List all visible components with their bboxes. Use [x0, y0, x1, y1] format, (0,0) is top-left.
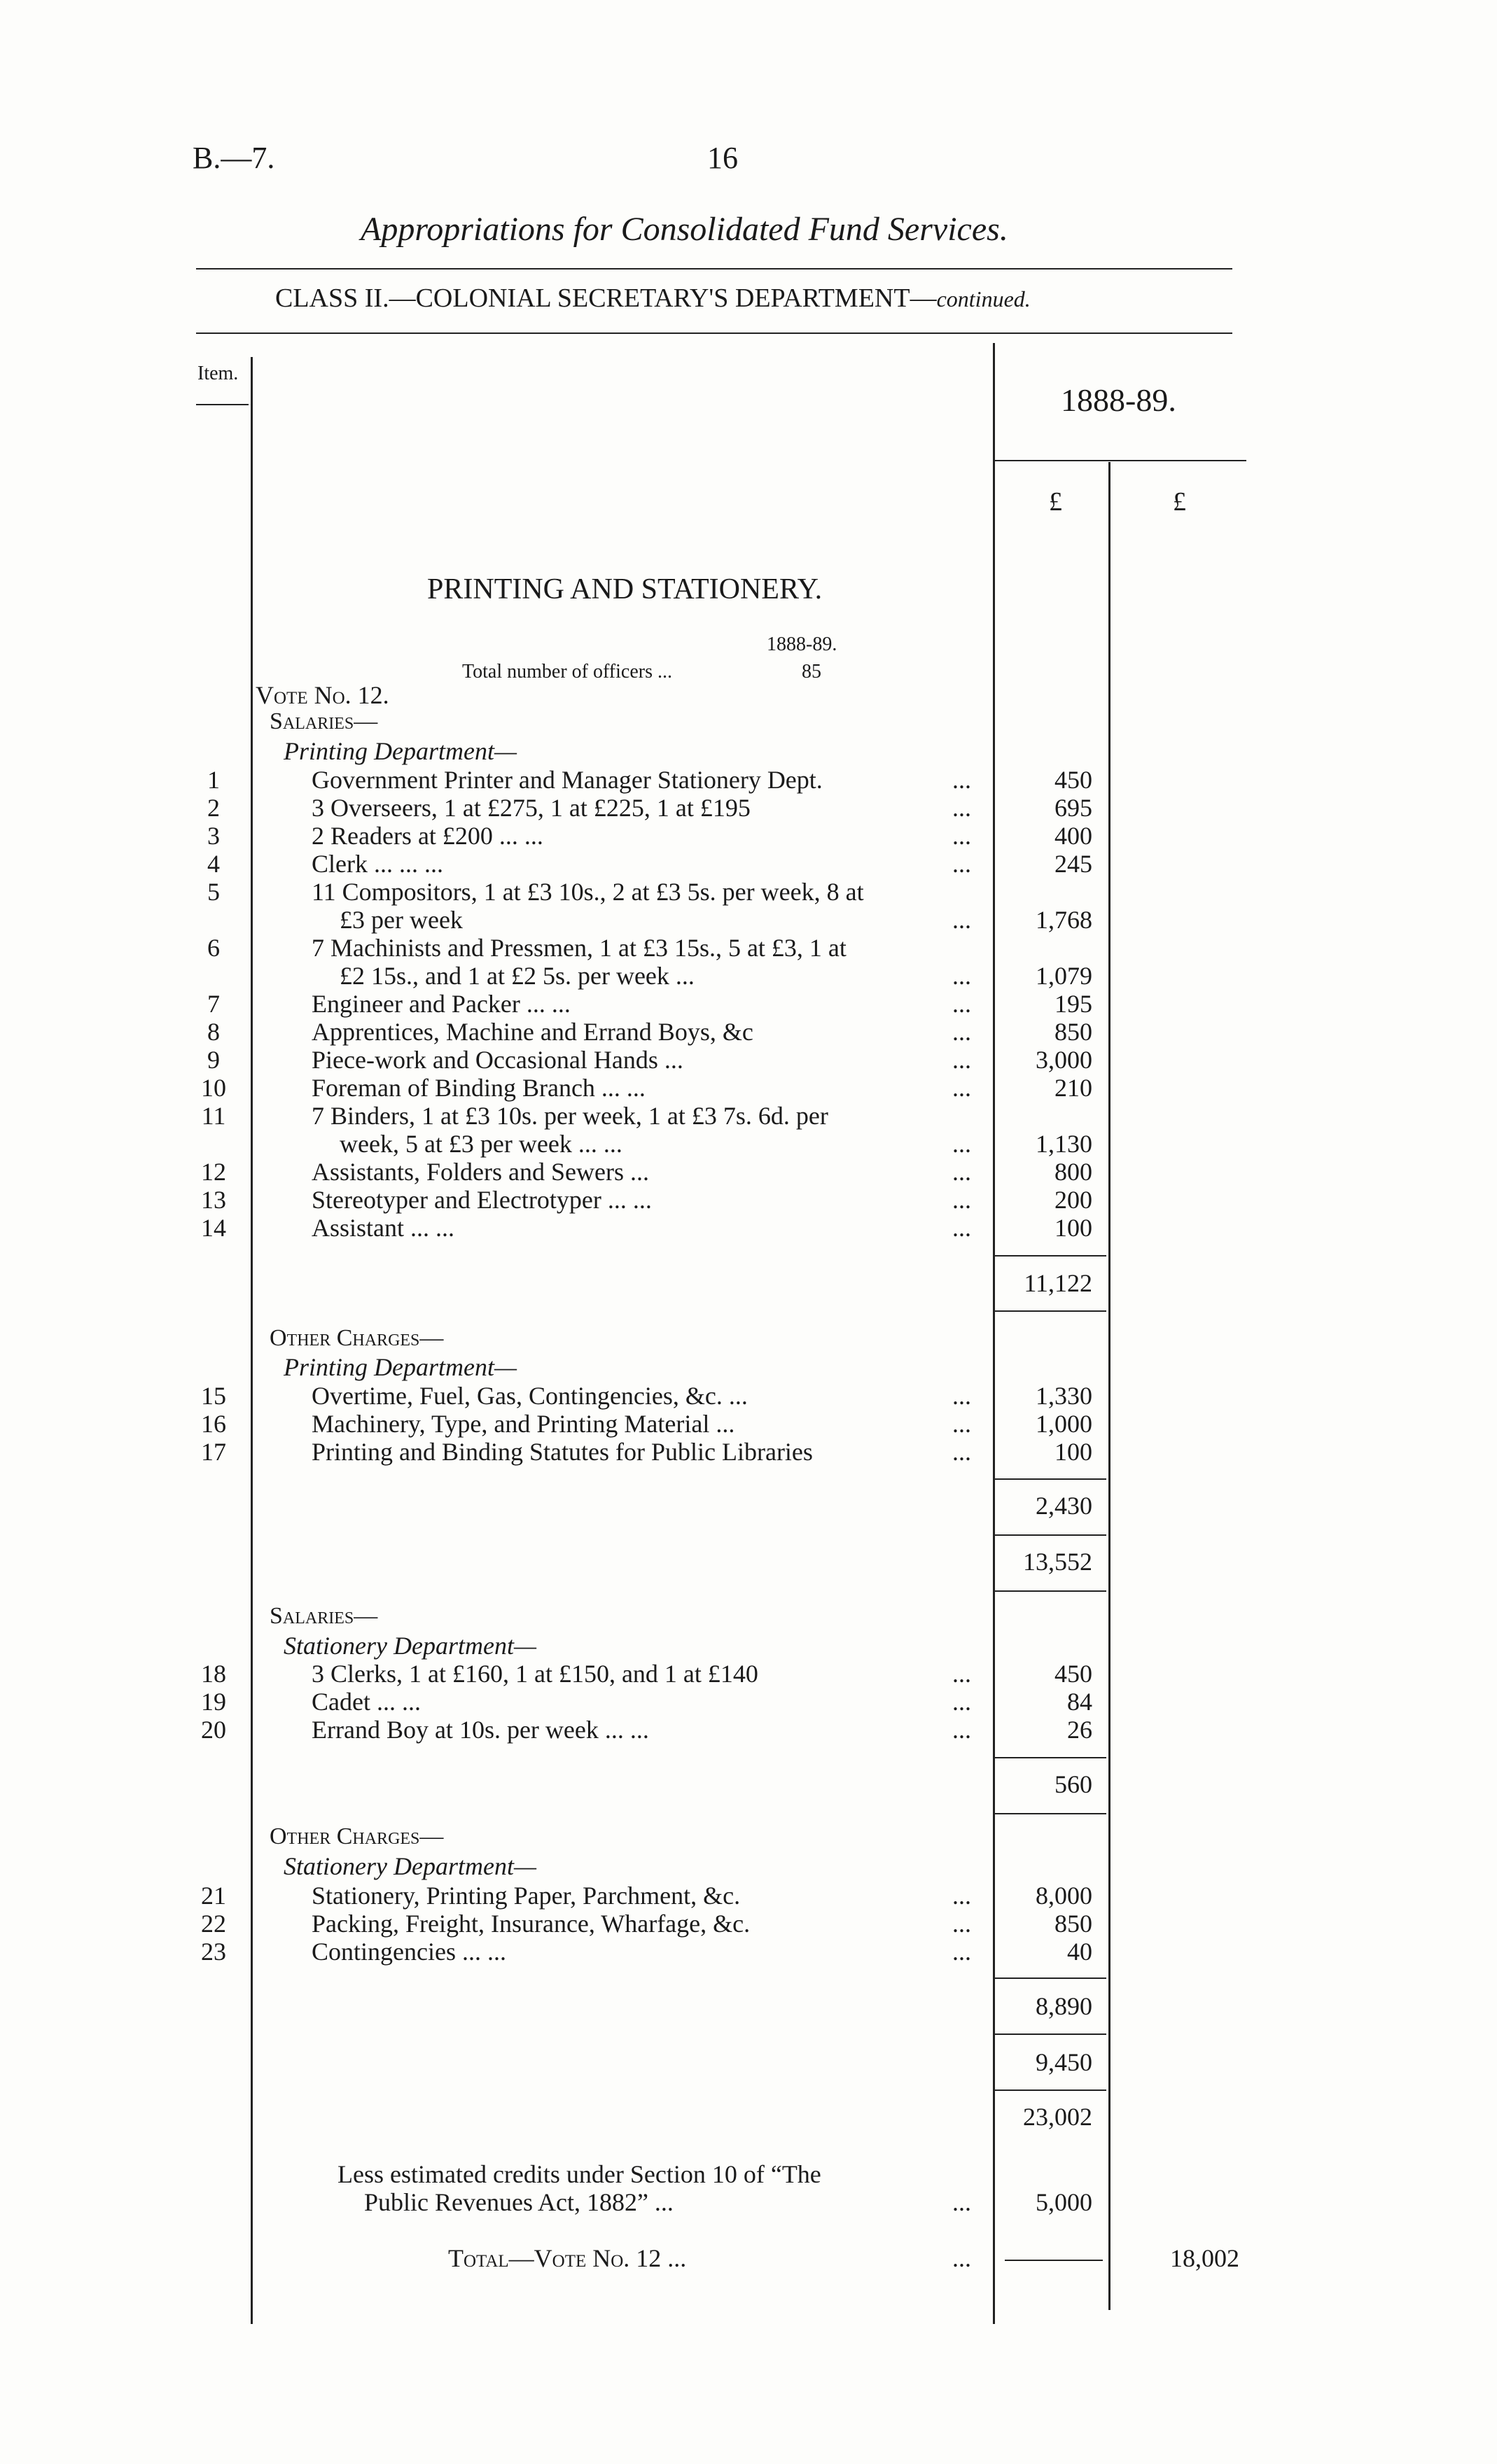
subtotal-rule: [994, 1255, 1106, 1256]
leader-dots: ...: [952, 1910, 971, 1938]
item-amount: 26: [1067, 1716, 1092, 1744]
officers-year: 1888-89.: [767, 634, 837, 655]
item-number: 12: [201, 1158, 226, 1186]
item-amount: 800: [1054, 1158, 1092, 1186]
page-ref: B.—7.: [193, 141, 275, 175]
item-description: Packing, Freight, Insurance, Wharfage, &c.: [312, 1910, 751, 1938]
item-number: 18: [201, 1660, 226, 1688]
item-amount: 40: [1067, 1938, 1092, 1966]
item-description: Stereotyper and Electrotyper ... ...: [312, 1186, 652, 1214]
item-amount: 8,000: [1036, 1882, 1092, 1910]
year-header-rule: [994, 460, 1246, 461]
vote-number: Vote No. 12.: [256, 681, 389, 709]
item-description: Clerk ... ... ...: [312, 850, 443, 878]
item-description: Machinery, Type, and Printing Material ...: [312, 1410, 735, 1438]
pound-sign-1: £: [1049, 487, 1062, 517]
item-number: 11: [201, 1102, 226, 1130]
officers-label: Total number of officers ...: [462, 661, 672, 682]
printing-department-subheading: Printing Department—: [284, 1353, 517, 1381]
salaries-stationery-heading: Salaries—: [270, 1603, 378, 1629]
page-title: Appropriations for Consolidated Fund Services.: [361, 211, 1008, 248]
total-column-divider: [1108, 462, 1110, 2310]
item-amount: 1,768: [1036, 906, 1092, 934]
item-number: 21: [201, 1882, 226, 1910]
subtotal-rule-below: [994, 1310, 1106, 1312]
total-rule-below: [994, 2090, 1106, 2091]
item-description: Cadet ... ...: [312, 1688, 421, 1716]
subtotal-rule-below: [994, 2033, 1106, 2035]
other-charges-stationery-heading: Other Charges—: [270, 1823, 444, 1849]
section-title: PRINTING AND STATIONERY.: [427, 573, 823, 606]
subtotal-rule: [994, 1478, 1106, 1480]
leader-dots: ...: [952, 850, 971, 878]
year-column-header: 1888-89.: [1061, 382, 1176, 418]
item-description: 11 Compositors, 1 at £3 10s., 2 at £3 5s. per week, 8 at: [312, 878, 864, 906]
item-number: 10: [201, 1074, 226, 1102]
leader-dots: ...: [952, 1882, 971, 1910]
class-heading: [275, 283, 1031, 314]
leader-dots: ...: [952, 1660, 971, 1688]
item-description: 7 Machinists and Pressmen, 1 at £3 15s., 5 at £3, 1 at: [312, 934, 847, 962]
leader-dots: ...: [952, 990, 971, 1018]
leader-dots: ...: [952, 906, 971, 934]
printing-department-subheading: Printing Department—: [284, 737, 517, 765]
item-description-cont: £2 15s., and 1 at £2 5s. per week ...: [340, 962, 695, 990]
item-amount: 850: [1054, 1018, 1092, 1046]
item-description: Government Printer and Manager Stationery Dept.: [312, 766, 823, 794]
item-description: Assistant ... ...: [312, 1214, 455, 1242]
item-amount: 100: [1054, 1214, 1092, 1242]
item-description: Engineer and Packer ... ...: [312, 990, 571, 1018]
leader-dots: ...: [952, 1410, 971, 1438]
rule-top: [196, 268, 1232, 270]
item-amount: 195: [1054, 990, 1092, 1018]
item-amount: 400: [1054, 822, 1092, 850]
item-number: 9: [207, 1046, 220, 1074]
salaries-printing-subtotal: 11,122: [1024, 1269, 1092, 1297]
item-amount: 1,000: [1036, 1410, 1092, 1438]
subtotal-rule-below: [994, 1813, 1106, 1814]
subtotal-rule: [994, 1977, 1106, 1979]
item-description: 7 Binders, 1 at £3 10s. per week, 1 at £3 7s. 6d. per: [312, 1102, 828, 1130]
item-description: Printing and Binding Statutes for Public Libraries: [312, 1438, 813, 1466]
item-description-cont: week, 5 at £3 per week ... ...: [340, 1130, 622, 1158]
item-amount: 84: [1067, 1688, 1092, 1716]
item-amount: 245: [1054, 850, 1092, 878]
item-amount: 1,130: [1036, 1130, 1092, 1158]
item-number: 23: [201, 1938, 226, 1966]
leader-dots: ...: [952, 1186, 971, 1214]
leader-dots: ...: [952, 962, 971, 990]
item-number: 16: [201, 1410, 226, 1438]
item-number: 4: [207, 850, 220, 878]
rule-header: [196, 332, 1232, 334]
salaries-printing-heading: Salaries—: [270, 708, 378, 734]
item-number: 2: [207, 794, 220, 822]
item-amount: 3,000: [1036, 1046, 1092, 1074]
item-number: 13: [201, 1186, 226, 1214]
item-description: Foreman of Binding Branch ... ...: [312, 1074, 646, 1102]
officers-count: 85: [802, 661, 821, 682]
pound-sign-2: £: [1173, 487, 1186, 517]
leader-dots: ...: [952, 2188, 971, 2216]
item-amount: 210: [1054, 1074, 1092, 1102]
subtotal-rule: [994, 1757, 1106, 1758]
other-charges-printing-heading: Other Charges—: [270, 1325, 444, 1351]
item-number: 19: [201, 1688, 226, 1716]
leader-dots: ...: [952, 1130, 971, 1158]
item-description: 3 Overseers, 1 at £275, 1 at £225, 1 at £195: [312, 794, 751, 822]
total-vote-label: Total—Vote No. 12 ...: [448, 2244, 687, 2272]
total-vote-amount: 18,002: [1170, 2244, 1239, 2272]
amount-column-divider: [993, 343, 995, 2324]
credits-amount: 5,000: [1036, 2188, 1092, 2216]
item-description: 3 Clerks, 1 at £160, 1 at £150, and 1 at £140: [312, 1660, 758, 1688]
subtotal-rule-below: [994, 1534, 1106, 1536]
leader-dots: ...: [952, 2244, 971, 2272]
item-number: 6: [207, 934, 220, 962]
class-line: CLASS II.—COLONIAL SECRETARY'S DEPARTMENT—: [275, 284, 937, 313]
other-printing-subtotal: 2,430: [1036, 1492, 1092, 1520]
item-description: Errand Boy at 10s. per week ... ...: [312, 1716, 649, 1744]
leader-dots: ...: [952, 1018, 971, 1046]
leader-dots: ...: [952, 1716, 971, 1744]
leader-dots: ...: [952, 1074, 971, 1102]
item-column-divider: [251, 357, 253, 2324]
item-number: 8: [207, 1018, 220, 1046]
item-number: 14: [201, 1214, 226, 1242]
item-description: Overtime, Fuel, Gas, Contingencies, &c. ...: [312, 1382, 748, 1410]
leader-dots: ...: [952, 1438, 971, 1466]
printing-total: 13,552: [1023, 1548, 1092, 1576]
leader-dots: ...: [952, 766, 971, 794]
item-number: 1: [207, 766, 220, 794]
item-column-header: Item.: [197, 363, 239, 384]
item-header-rule: [196, 404, 249, 405]
item-amount: 450: [1054, 766, 1092, 794]
item-number: 5: [207, 878, 220, 906]
item-number: 17: [201, 1438, 226, 1466]
class-continued: continued.: [936, 286, 1031, 312]
item-amount: 200: [1054, 1186, 1092, 1214]
stationery-department-subheading: Stationery Department—: [284, 1852, 536, 1880]
item-amount: 850: [1054, 1910, 1092, 1938]
item-description: Stationery, Printing Paper, Parchment, &c.: [312, 1882, 741, 1910]
leader-dots: ...: [952, 1382, 971, 1410]
item-number: 7: [207, 990, 220, 1018]
leader-dots: ...: [952, 1214, 971, 1242]
item-number: 15: [201, 1382, 226, 1410]
item-description: 2 Readers at £200 ... ...: [312, 822, 543, 850]
leader-dots: ...: [952, 1158, 971, 1186]
salaries-stationery-subtotal: 560: [1054, 1770, 1092, 1798]
other-stationery-subtotal: 8,890: [1036, 1992, 1092, 2020]
item-amount: 1,079: [1036, 962, 1092, 990]
item-amount: 1,330: [1036, 1382, 1092, 1410]
item-amount: 100: [1054, 1438, 1092, 1466]
leader-dots: ...: [952, 794, 971, 822]
item-description: Piece-work and Occasional Hands ...: [312, 1046, 683, 1074]
credits-line-1: Less estimated credits under Section 10 of “The: [337, 2160, 821, 2188]
item-description: Contingencies ... ...: [312, 1938, 506, 1966]
credits-line-2: Public Revenues Act, 1882” ...: [364, 2188, 674, 2216]
item-amount: 695: [1054, 794, 1092, 822]
total-dash: [1005, 2260, 1103, 2261]
total-rule-below: [994, 1590, 1106, 1592]
item-description-cont: £3 per week: [340, 906, 463, 934]
grand-total: 23,002: [1023, 2103, 1092, 2131]
item-description: Assistants, Folders and Sewers ...: [312, 1158, 649, 1186]
stationery-department-subheading: Stationery Department—: [284, 1632, 536, 1660]
item-amount: 450: [1054, 1660, 1092, 1688]
item-number: 20: [201, 1716, 226, 1744]
stationery-total: 9,450: [1036, 2048, 1092, 2076]
leader-dots: ...: [952, 1938, 971, 1966]
leader-dots: ...: [952, 822, 971, 850]
item-description: Apprentices, Machine and Errand Boys, &c: [312, 1018, 753, 1046]
item-number: 22: [201, 1910, 226, 1938]
page-number: 16: [707, 141, 738, 175]
item-number: 3: [207, 822, 220, 850]
leader-dots: ...: [952, 1046, 971, 1074]
leader-dots: ...: [952, 1688, 971, 1716]
